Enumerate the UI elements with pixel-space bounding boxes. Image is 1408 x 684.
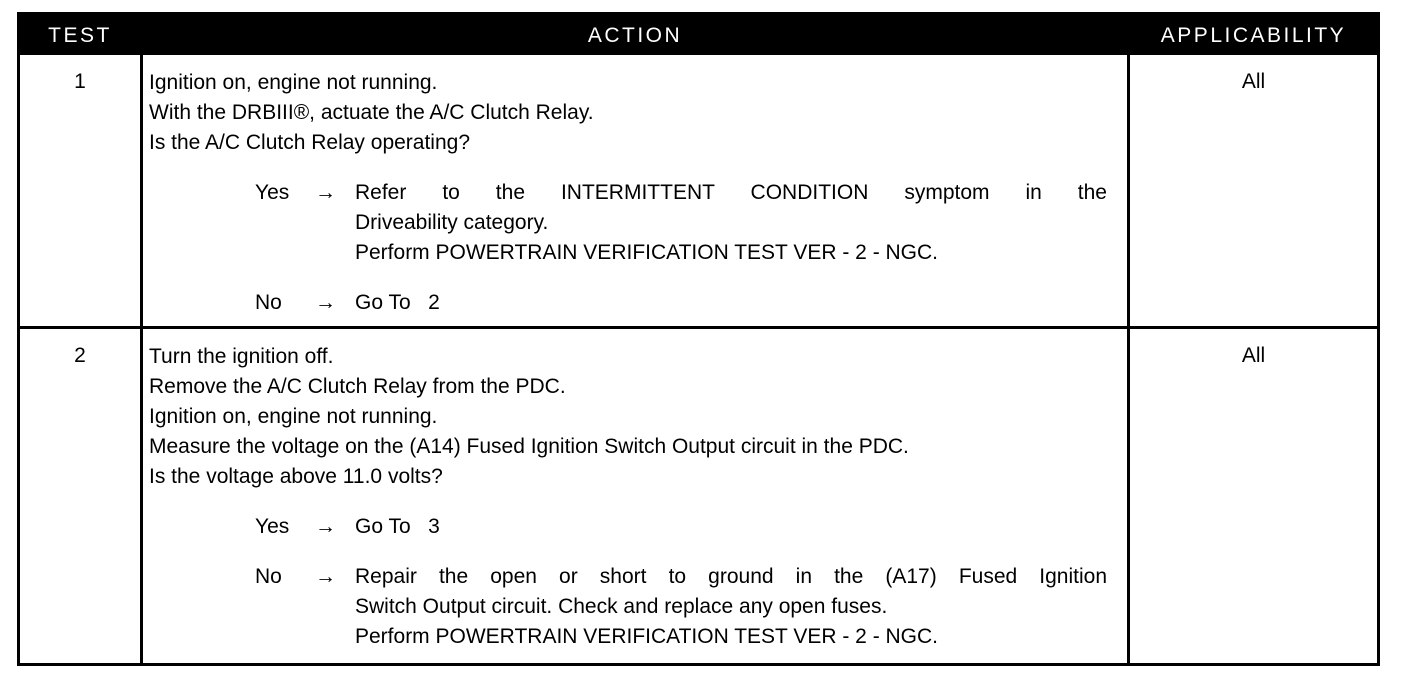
result-line: Repair the open or short to ground in the (A17) Fused Ignition <box>355 565 1107 588</box>
no-result <box>355 288 1107 318</box>
result-line: Switch Output circuit. Check and replace any open fuses. <box>355 595 888 618</box>
yes-label: Yes <box>255 181 290 204</box>
test-number: 1 <box>74 70 86 93</box>
right-arrow-icon: → <box>315 291 336 314</box>
result-line: Perform POWERTRAIN VERIFICATION TEST VER - 2 - NGC. <box>355 625 939 648</box>
table-row <box>20 55 1377 326</box>
result-line: Driveability category. <box>355 211 549 234</box>
action-cell <box>149 342 1119 652</box>
action-cell <box>149 68 1119 318</box>
no-branch <box>255 288 1119 318</box>
applicability-value: All <box>1241 344 1266 367</box>
applicability-value: All <box>1241 70 1266 93</box>
table-row <box>20 329 1377 663</box>
header-action: ACTION <box>587 24 683 47</box>
action-step: With the DRBIII®, actuate the A/C Clutch Relay. <box>149 101 594 124</box>
yes-label: Yes <box>255 515 290 538</box>
test-number: 2 <box>74 344 86 367</box>
result-line: Go To 3 <box>355 515 440 538</box>
result-line: Refer to the INTERMITTENT CONDITION symptom in the <box>355 181 1107 204</box>
header-test: TEST <box>48 24 112 47</box>
yes-branch <box>255 178 1119 268</box>
yes-branch <box>255 512 1119 542</box>
action-step: Is the A/C Clutch Relay operating? <box>149 131 471 154</box>
no-result <box>355 562 1107 652</box>
action-step: Turn the ignition off. <box>149 345 334 368</box>
yes-result <box>355 512 1107 542</box>
right-arrow-icon: → <box>315 565 336 588</box>
result-line: Perform POWERTRAIN VERIFICATION TEST VER - 2 - NGC. <box>355 241 939 264</box>
no-label: No <box>255 565 282 588</box>
result-line: Go To 2 <box>355 291 440 314</box>
action-step: Is the voltage above 11.0 volts? <box>149 465 443 488</box>
no-label: No <box>255 291 282 314</box>
action-step: Remove the A/C Clutch Relay from the PDC. <box>149 375 566 398</box>
action-step: Measure the voltage on the (A14) Fused Ignition Switch Output circuit in the PDC. <box>149 435 909 458</box>
action-step: Ignition on, engine not running. <box>149 71 438 94</box>
no-branch <box>255 562 1119 652</box>
diagnostic-test-table <box>17 12 1380 666</box>
header-applicability: APPLICABILITY <box>1160 24 1347 47</box>
yes-result <box>355 178 1107 268</box>
table-header <box>20 15 1377 55</box>
right-arrow-icon: → <box>315 515 336 538</box>
action-step: Ignition on, engine not running. <box>149 405 438 428</box>
right-arrow-icon: → <box>315 181 336 204</box>
